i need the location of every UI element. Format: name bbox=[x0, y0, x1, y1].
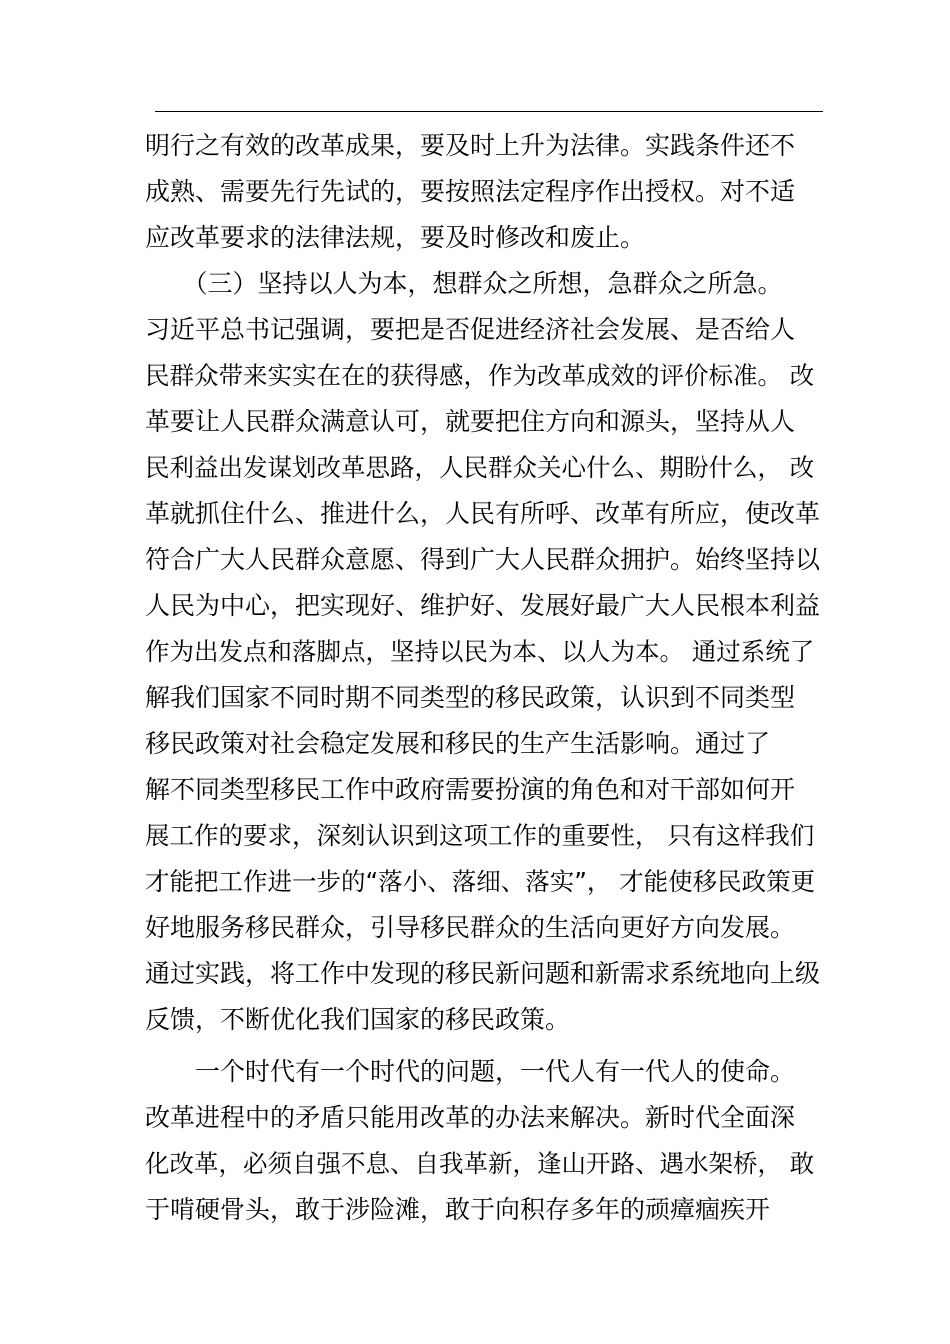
text-line: 应改革要求的法律法规，要及时修改和废止。 bbox=[145, 223, 646, 252]
text-line: 通过实践，将工作中发现的移民新问题和新需求系统地向上级 bbox=[145, 959, 821, 988]
text-line: 符合广大人民群众意愿、得到广大人民群众拥护。始终坚持以 bbox=[145, 545, 821, 574]
text-line: 才能把工作进一步的“落小、落细、落实”， 才能使移民政策更 bbox=[145, 867, 816, 896]
text-line: 革就抓住什么、推进什么，人民有所呼、改革有所应，使改革 bbox=[145, 499, 821, 528]
paragraph-start-line: 一个时代有一个时代的问题，一代人有一代人的使命。 bbox=[145, 1057, 796, 1086]
body-text bbox=[145, 123, 825, 1233]
header-rule bbox=[155, 111, 823, 112]
text-line: 民群众带来实实在在的获得感，作为改革成效的评价标准。 改 bbox=[145, 361, 815, 390]
text-line: 解我们国家不同时期不同类型的移民政策，认识到不同类型 bbox=[145, 683, 796, 712]
text-line: 好地服务移民群众，引导移民群众的生活向更好方向发展。 bbox=[145, 913, 796, 942]
text-line: 习近平总书记强调，要把是否促进经济社会发展、是否给人 bbox=[145, 315, 796, 344]
text-line: 人民为中心，把实现好、维护好、发展好最广大人民根本利益 bbox=[145, 591, 821, 620]
text-line: 移民政策对社会稳定发展和移民的生产生活影响。通过了 bbox=[145, 729, 771, 758]
section-heading-line: （三）坚持以人为本，想群众之所想，急群众之所急。 bbox=[145, 269, 783, 298]
text-line: 民利益出发谋划改革思路，人民群众关心什么、期盼什么， 改 bbox=[145, 453, 815, 482]
text-line: 反馈，不断优化我们国家的移民政策。 bbox=[145, 1005, 571, 1034]
text-line: 作为出发点和落脚点，坚持以民为本、以人为本。 通过系统了 bbox=[145, 637, 815, 666]
text-line: 改革进程中的矛盾只能用改革的办法来解决。新时代全面深 bbox=[145, 1103, 796, 1132]
text-line: 于啃硬骨头，敢于涉险滩，敢于向积存多年的顽瘴痼疾开 bbox=[145, 1195, 771, 1224]
text-line: 革要让人民群众满意认可，就要把住方向和源头，坚持从人 bbox=[145, 407, 796, 436]
text-line: 明行之有效的改革成果，要及时上升为法律。实践条件还不 bbox=[145, 131, 796, 160]
text-line: 成熟、需要先行先试的，要按照法定程序作出授权。对不适 bbox=[145, 177, 796, 206]
text-line: 解不同类型移民工作中政府需要扮演的角色和对干部如何开 bbox=[145, 775, 796, 804]
text-line: 展工作的要求，深刻认识到这项工作的重要性， 只有这样我们 bbox=[145, 821, 815, 850]
text-line: 化改革，必须自强不息、自我革新，逢山开路、遇水架桥， 敢 bbox=[145, 1149, 815, 1178]
